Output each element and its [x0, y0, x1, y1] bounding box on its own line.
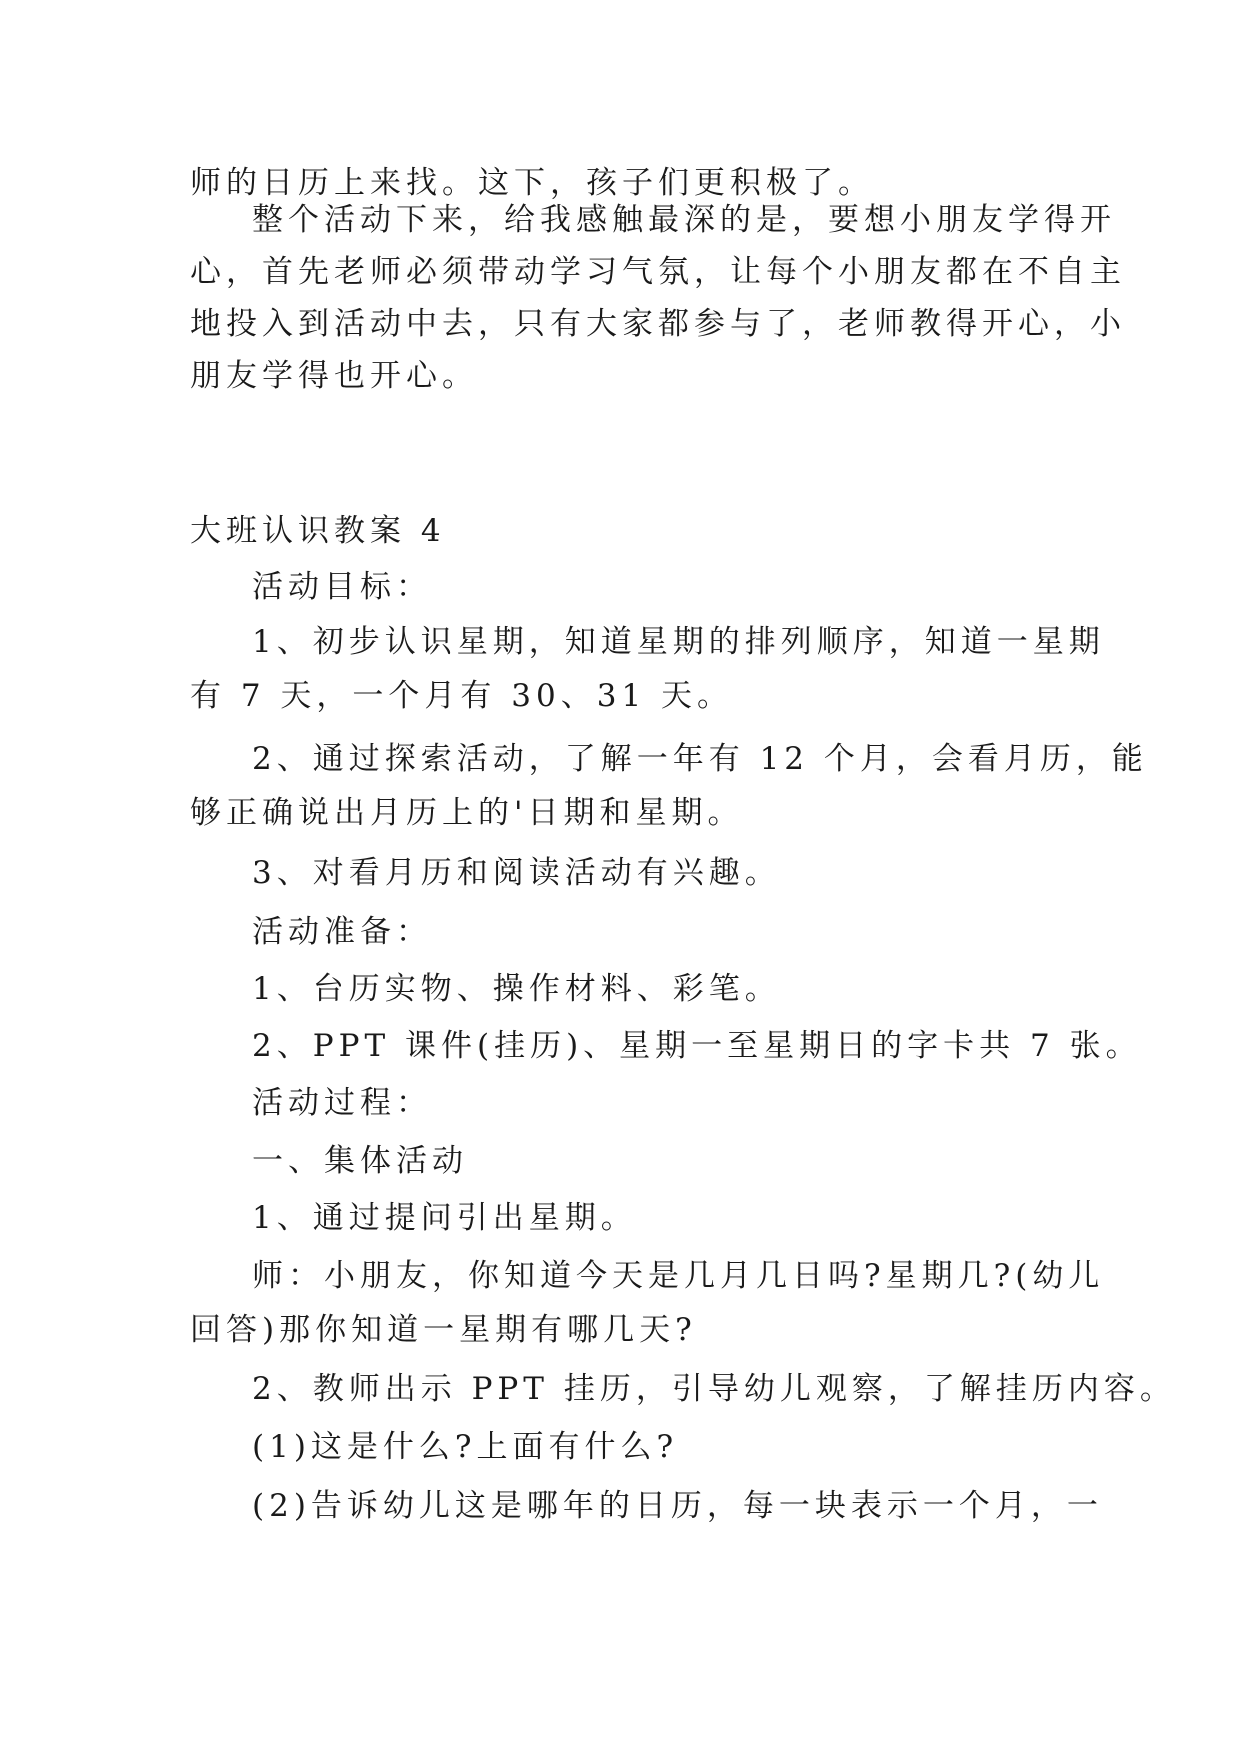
- paragraph-line: 1、初步认识星期，知道星期的排列顺序，知道一星期: [252, 624, 1105, 660]
- paragraph-line: 活动目标：: [252, 569, 432, 605]
- paragraph-line: (1)这是什么?上面有什么?: [252, 1429, 679, 1465]
- paragraph-line: 2、PPT 课件(挂历)、星期一至星期日的字卡共 7 张。: [252, 1028, 1142, 1064]
- paragraph-line: 心，首先老师必须带动学习气氛，让每个小朋友都在不自主: [190, 254, 1126, 290]
- paragraph-line: 地投入到活动中去，只有大家都参与了，老师教得开心，小: [190, 306, 1126, 342]
- paragraph-line: 师：小朋友，你知道今天是几月几日吗?星期几?(幼儿: [252, 1258, 1105, 1294]
- paragraph-line: 1、台历实物、操作材料、彩笔。: [252, 971, 781, 1007]
- paragraph-line: 2、教师出示 PPT 挂历，引导幼儿观察，了解挂历内容。: [252, 1371, 1176, 1407]
- paragraph-line: 活动过程：: [252, 1085, 432, 1121]
- paragraph-line: 一、集体活动: [252, 1143, 468, 1179]
- paragraph-line: 有 7 天，一个月有 30、31 天。: [190, 678, 734, 714]
- paragraph-line: 回答)那你知道一星期有哪几天?: [190, 1312, 697, 1348]
- section-heading: 大班认识教案 4: [190, 513, 446, 549]
- paragraph-line: 2、通过探索活动，了解一年有 12 个月，会看月历，能: [252, 741, 1148, 777]
- paragraph-line: 1、通过提问引出星期。: [252, 1200, 637, 1236]
- paragraph-line: 3、对看月历和阅读活动有兴趣。: [252, 855, 781, 891]
- paragraph-line: 活动准备：: [252, 914, 432, 950]
- paragraph-line: 整个活动下来，给我感触最深的是，要想小朋友学得开: [252, 202, 1116, 238]
- paragraph-line: 师的日历上来找。这下，孩子们更积极了。: [190, 165, 874, 201]
- paragraph-line: 够正确说出月历上的'日期和星期。: [190, 795, 744, 831]
- paragraph-line: (2)告诉幼儿这是哪年的日历，每一块表示一个月，一: [252, 1488, 1103, 1524]
- paragraph-line: 朋友学得也开心。: [190, 358, 478, 394]
